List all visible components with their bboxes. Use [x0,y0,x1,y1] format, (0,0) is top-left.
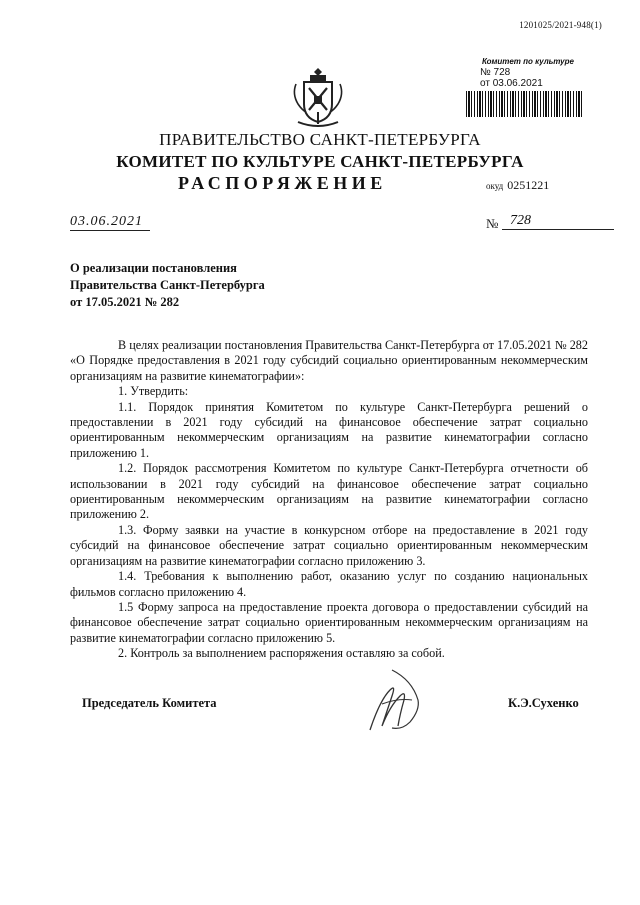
barcode [466,91,584,117]
okud-value: 0251221 [507,178,550,192]
handwritten-signature [362,660,432,740]
signatory-title: Председатель Комитета [82,696,217,710]
paragraph: 1.2. Порядок рассмотрения Комитетом по культуре Санкт-Петербурга отчетности об использовании в 2021 году субсидий на финансовое обеспечение затрат социально ориентированным некоммерческим организациям на развитие кинематографии согласно приложению 2. [70,461,588,522]
paragraph: 1.4. Требования к выполнению работ, оказанию услуг по созданию национальных фильмов согласно приложению 4. [70,569,588,599]
stamp-date: от 03.06.2021 [480,78,543,89]
document-type: РАСПОРЯЖЕНИЕ [178,173,387,193]
document-body [70,338,588,662]
okud-label: окуд [486,181,504,191]
committee-title: КОМИТЕТ ПО КУЛЬТУРЕ САНКТ-ПЕТЕРБУРГА [116,152,524,171]
subject-line: О реализации постановления [70,261,237,275]
document-date: 03.06.2021 [70,214,150,231]
subject-line: от 17.05.2021 № 282 [70,295,180,309]
paragraph: 1.3. Форму заявки на участие в конкурсном отборе на предоставление в 2021 году субсидий на финансовое обеспечение затрат социально ориентированным некоммерческим организациям на развитие кинематографии согласно приложению 3. [70,522,588,568]
document-number: 728 [502,213,614,230]
paragraph: 1.1. Порядок принятия Комитетом по культуре Санкт-Петербурга решений о предоставлении в 2021 году субсидий на финансовое обеспечение затрат социально ориентированным некоммерческим организациям на развитие кинематографии согласно приложению 1. [70,399,588,460]
paragraph: 2. Контроль за выполнением распоряжения оставляю за собой. [118,646,445,661]
registration-stamp [466,56,596,117]
subject-block [70,260,265,311]
subject-line: Правительства Санкт-Петербурга [70,278,265,292]
paragraph: 1. Утвердить: [118,384,189,399]
signatory-name: К.Э.Сухенко [508,696,579,710]
paragraph: В целях реализации постановления Правительства Санкт-Петербурга от 17.05.2021 № 282 «О Порядке предоставления в 2021 году субсидий социально ориентированным некоммерческим организациям на развитие кинематографии»: [70,338,588,383]
stamp-number: № 728 [480,67,511,78]
stamp-org: Комитет по культуре [482,57,574,66]
document-id: 1201025/2021-948(1) [519,20,602,30]
number-label: № [486,216,499,231]
paragraph: 1.5 Форму запроса на предоставление проекта договора о предоставлении субсидий на финансовое обеспечение затрат социально ориентированным некоммерческим организациям на развитие кинематографии согласно приложению 5. [70,599,588,645]
coat-of-arms-icon [290,66,346,128]
government-title: ПРАВИТЕЛЬСТВО САНКТ-ПЕТЕРБУРГА [159,130,481,149]
okud-code [486,178,549,193]
